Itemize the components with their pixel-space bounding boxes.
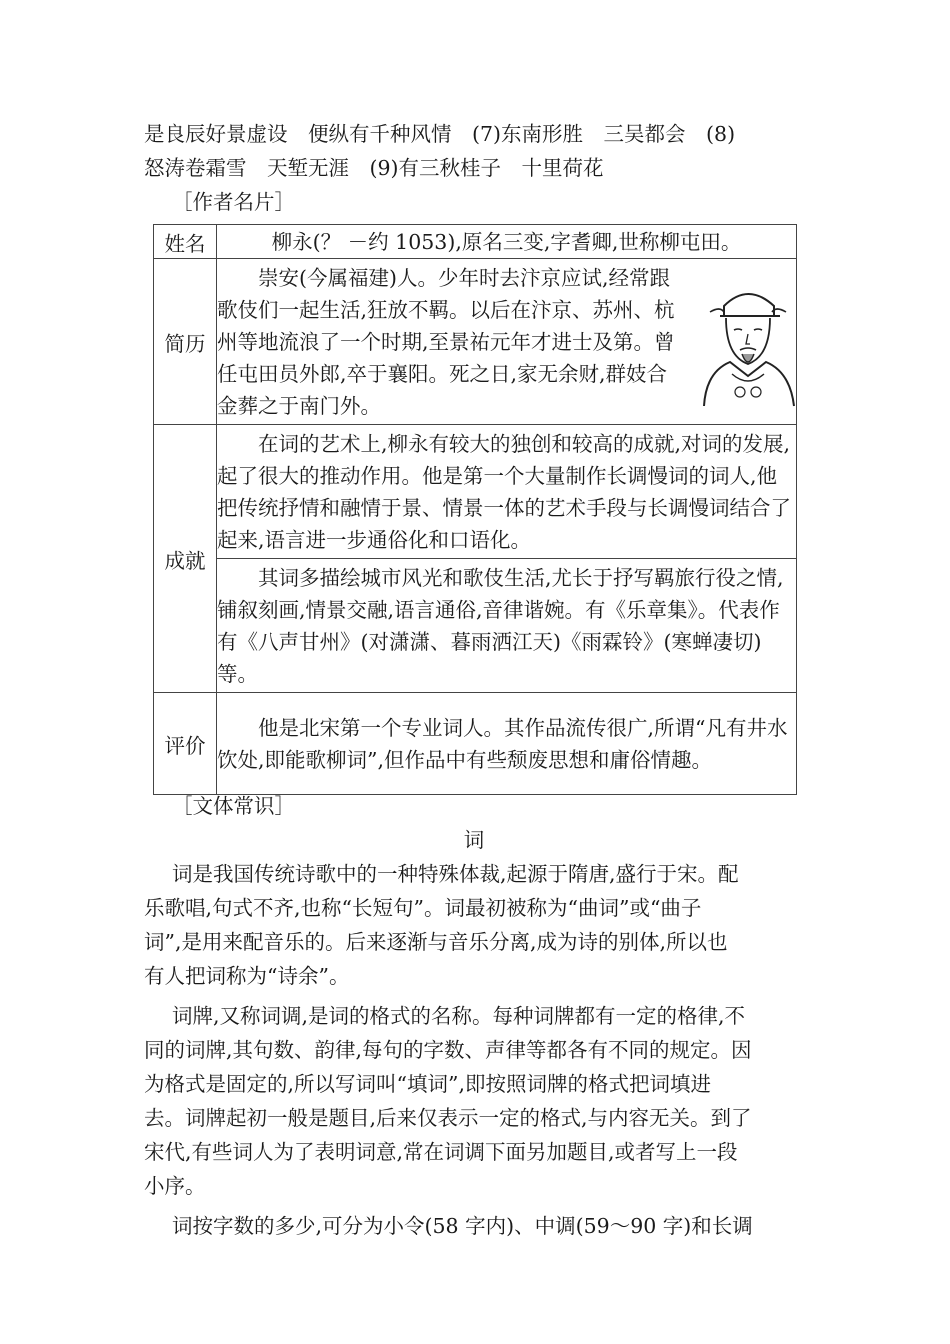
portrait-of-liu-yong-icon	[696, 276, 800, 408]
author-name-value: 柳永(？ －约 1053),原名三变,字耆卿,世称柳屯田。	[217, 225, 797, 259]
genre-para-1-line-1: 词是我国传统诗歌中的一种特殊体裁,起源于隋唐,盛行于宋。配	[172, 862, 739, 886]
intro-line-2: 怒涛卷霜雪 天堑无涯 (9)有三秋桂子 十里荷花	[144, 156, 604, 180]
evaluation-text: 他是北宋第一个专业词人。其作品流传很广,所谓“凡有井水饮处,即能歌柳词”,但作品中有些颓废思想和庸俗情趣。	[217, 715, 788, 772]
achievement-cell-2	[217, 559, 797, 693]
genre-title: 词	[463, 828, 485, 852]
genre-para-2-line-5: 宋代,有些词人为了表明词意,常在词调下面另加题目,或者写上一段	[144, 1140, 738, 1164]
genre-para-1-line-3: 词”,是用来配音乐的。后来逐渐与音乐分离,成为诗的别体,所以也	[144, 930, 728, 954]
bio-text: 崇安(今属福建)人。少年时去汴京应试,经常跟歌伎们一起生活,狂放不羁。以后在汴京、苏州、杭州等地流浪了一个时期,至景祐元年才进士及第。曾任屯田员外郎,卒于襄阳。死之日,家无余财,群妓合金葬之于南门外。	[217, 265, 675, 418]
genre-para-2-line-4: 去。词牌起初一般是题目,后来仅表示一定的格式,与内容无关。到了	[144, 1106, 752, 1130]
intro-line-1: 是良辰好景虚设 便纵有千种风情 (7)东南形胜 三吴都会 (8)	[144, 122, 736, 146]
table-row-achievement-1	[154, 425, 797, 559]
achievement-cell-1	[217, 425, 797, 559]
label-name: 姓名	[154, 225, 217, 259]
genre-para-3-line-1: 词按字数的多少,可分为小令(58 字内)、中调(59～90 字)和长调	[172, 1214, 753, 1238]
label-bio: 简历	[154, 259, 217, 425]
genre-para-2-line-2: 同的词牌,其句数、韵律,每句的字数、声律等都各有不同的规定。因	[144, 1038, 752, 1062]
genre-para-2-line-3: 为格式是固定的,所以写词叫“填词”,即按照词牌的格式把词填进	[144, 1072, 711, 1096]
label-evaluation: 评价	[154, 693, 217, 795]
table-row-bio	[154, 259, 797, 425]
table-row-achievement-2	[154, 559, 797, 693]
genre-para-1-line-2: 乐歌唱,句式不齐,也称“长短句”。词最初被称为“曲词”或“曲子	[144, 896, 702, 920]
author-card-table	[153, 224, 797, 795]
genre-para-2-line-1: 词牌,又称词调,是词的格式的名称。每种词牌都有一定的格律,不	[172, 1004, 746, 1028]
table-row-name	[154, 225, 797, 259]
genre-section-heading: ［文体常识］	[172, 794, 295, 818]
table-row-evaluation	[154, 693, 797, 795]
achievement-text-1: 在词的艺术上,柳永有较大的独创和较高的成就,对词的发展,起了很大的推动作用。他是第一个大量制作长调慢词的词人,他把传统抒情和融情于景、情景一体的艺术手段与长调慢词结合了起来,语言进一步通俗化和口语化。	[217, 431, 791, 552]
label-achievement: 成就	[154, 425, 217, 693]
evaluation-cell	[217, 693, 797, 795]
genre-para-2-line-6: 小序。	[144, 1174, 206, 1198]
author-card-heading: ［作者名片］	[172, 190, 295, 214]
genre-para-1-line-4: 有人把词称为“诗余”。	[144, 964, 350, 988]
bio-cell	[217, 259, 797, 425]
achievement-text-2: 其词多描绘城市风光和歌伎生活,尤长于抒写羁旅行役之情,铺叙刻画,情景交融,语言通俗,音律谐婉。有《乐章集》。代表作有《八声甘州》(对潇潇、暮雨洒江天)《雨霖铃》(寒蝉凄切)等。	[217, 565, 784, 686]
